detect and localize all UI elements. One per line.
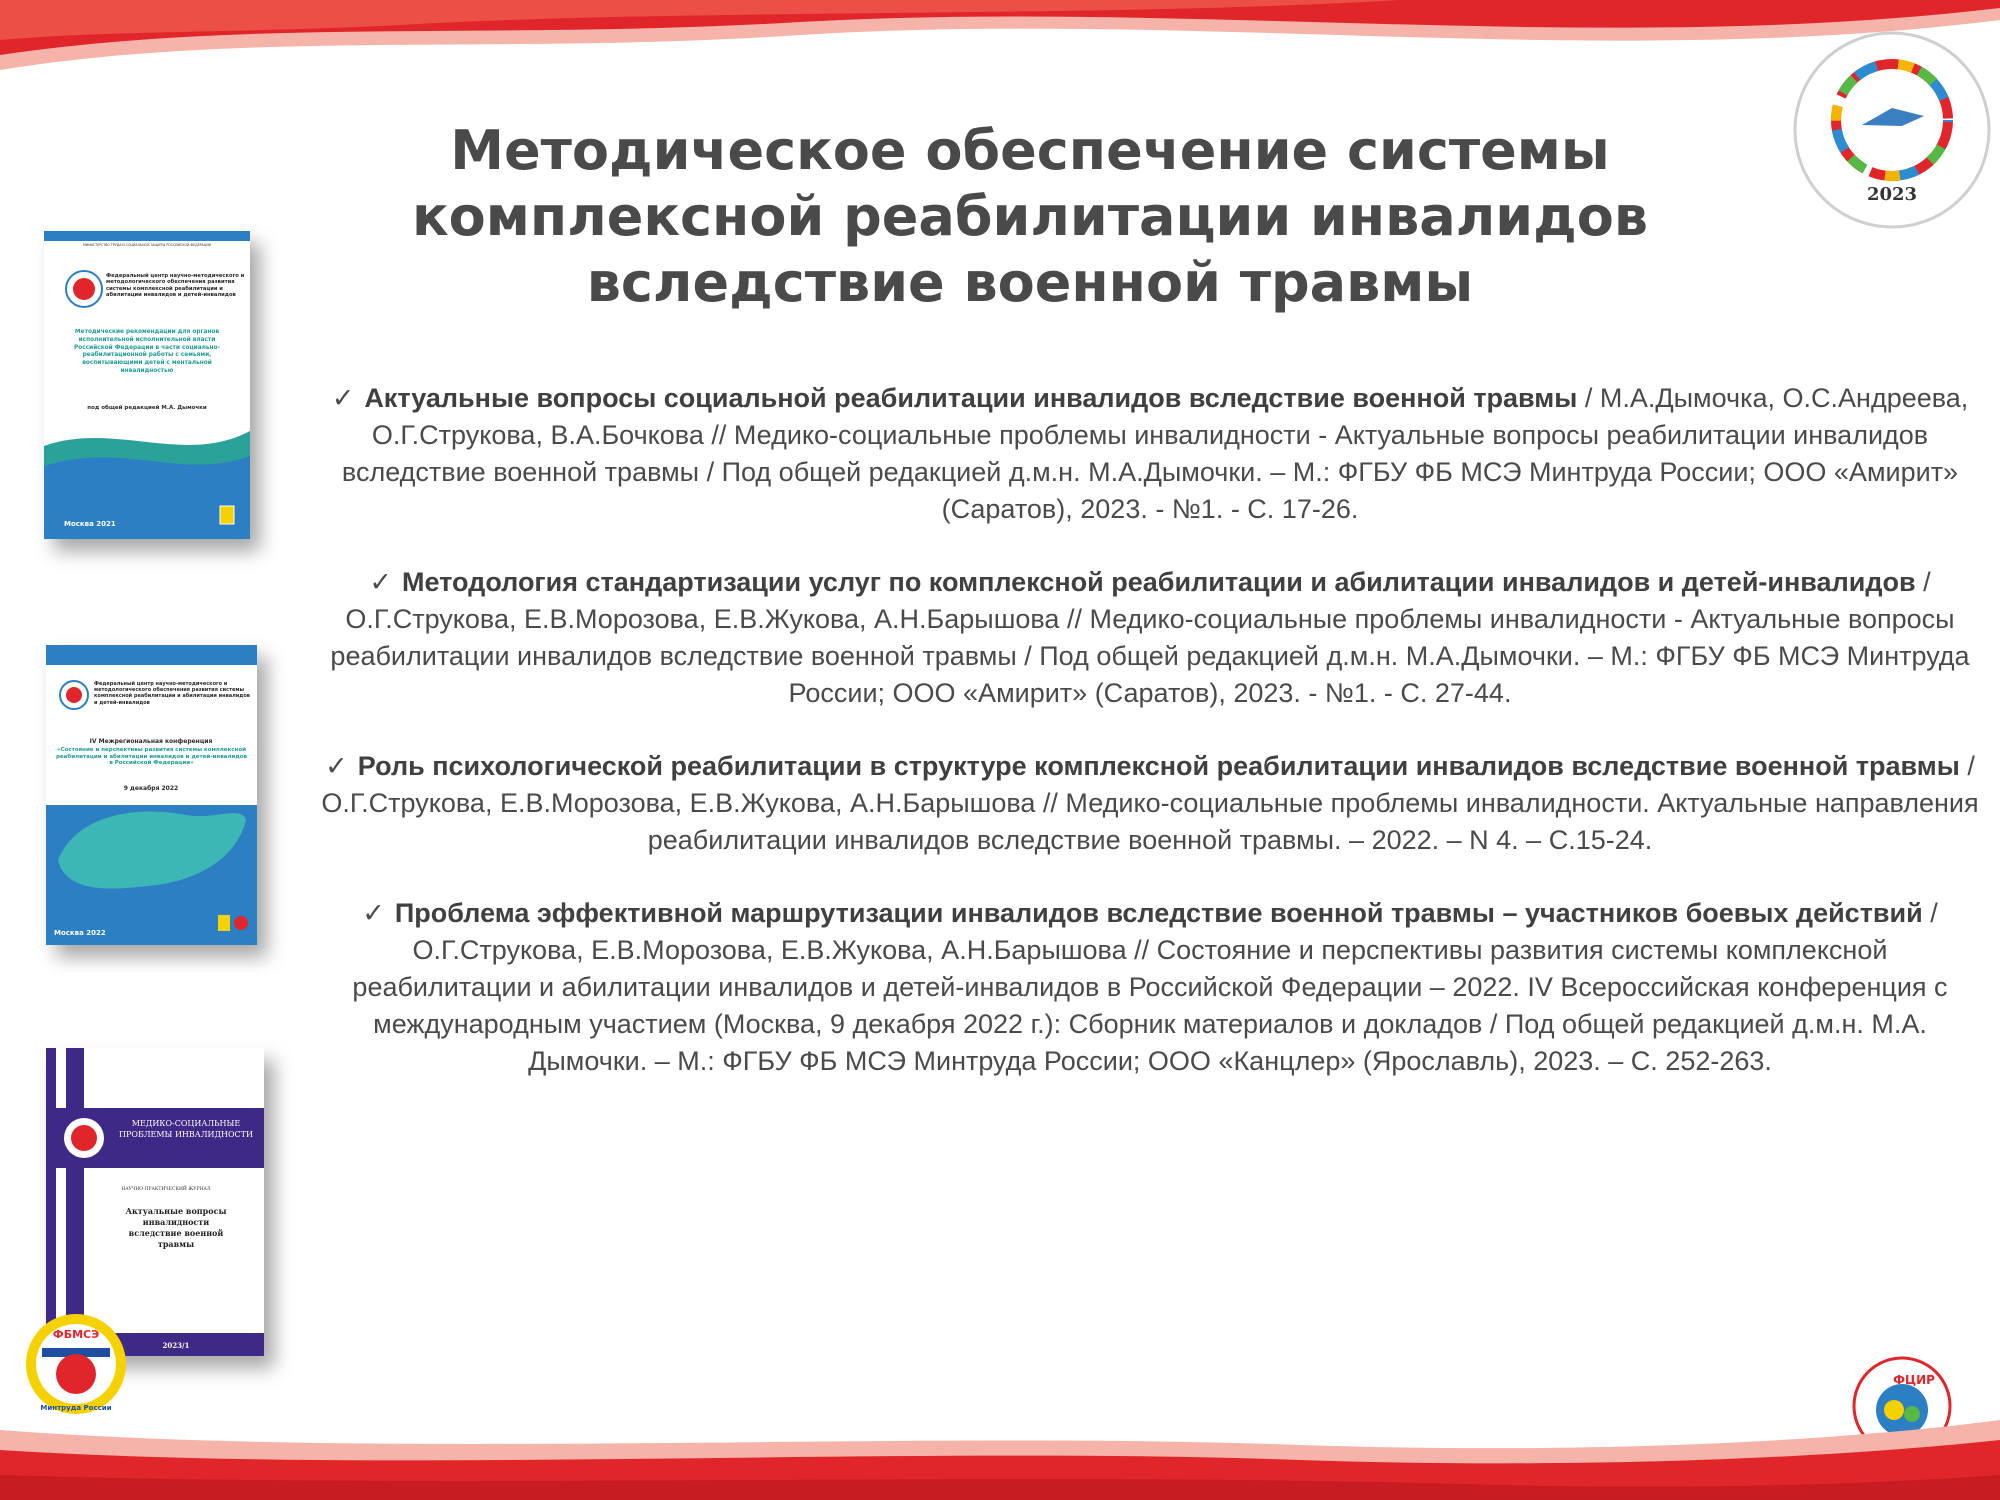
reference-details: / О.Г.Струкова, Е.В.Морозова, Е.В.Жукова, А.Н.Барышова // Медико-социальные проблемы инвалидности. Актуальные направления реабилитации инвалидов вследствие военной травмы. – 2022. – N 4. – С.15-24.: [321, 751, 1979, 855]
slide-title: [330, 118, 1730, 316]
book-cover-methodical-recommendations: МИНИСТЕРСТВО ТРУДА И СОЦИАЛЬНОЙ ЗАЩИТЫ РОССИЙСКОЙ ФЕДЕРАЦИИ Федеральный центр научно-методического и методологического обеспечения развития системы комплексной реабилитации и абилитации инвалидов и детей-инвалидов Методические рекомендации для органов исполнительной исполнительной власти Российской Федерации в части социально-реабилитационной работы с семьями, воспитывающими детей с ментальной инвалидностью под общей редакцией М.А. Дымочки Москва 2021: [44, 231, 250, 539]
svg-text:2023: 2023: [1866, 184, 1918, 205]
svg-text:Москва 2021: Москва 2021: [64, 520, 116, 528]
svg-text:Минтруда России: Минтруда России: [40, 1404, 112, 1412]
svg-text:IV Межрегиональная конференция: IV Межрегиональная конференция: [89, 738, 213, 745]
reference-details: / О.Г.Струкова, Е.В.Морозова, Е.В.Жукова, А.Н.Барышова // Медико-социальные проблемы инвалидности - Актуальные вопросы реабилитации инвалидов вследствие военной травмы / Под общей редакцией д.м.н. М.А.Дымочки. – М.: ФГБУ ФБ МСЭ Минтруда России; ООО «Амирит» (Саратов), 2023. - №1. - С. 27-44.: [330, 567, 1970, 708]
svg-text:НАУЧНО-ПРАКТИЧЕСКИЙ ЖУРНАЛ: НАУЧНО-ПРАКТИЧЕСКИЙ ЖУРНАЛ: [121, 1187, 211, 1192]
svg-text:Москва 2022: Москва 2022: [54, 929, 106, 937]
title-line-1: Методическое обеспечение системы: [450, 119, 1610, 182]
svg-text:МИНИСТЕРСТВО ТРУДА И СОЦИАЛЬНО: МИНИСТЕРСТВО ТРУДА И СОЦИАЛЬНОЙ ЗАЩИТЫ РОССИЙСКОЙ ФЕДЕРАЦИИ: [83, 243, 211, 247]
reference-title: Проблема эффективной маршрутизации инвалидов вследствие военной травмы – участников боевых действий: [394, 898, 1923, 928]
book-cover-conference-proceedings: Федеральный центр научно-методического и методологического обеспечения развития системы комплексной реабилитации и абилитации инвалидов и детей-инвалидов IV Межрегиональная конференция «Состояние и перспективы развития системы комплексной реабилитации и абилитации инвалидов и детей-инвалидов в Российской Федерации» 9 декабря 2022 Москва 2022: [46, 645, 257, 945]
svg-text:9 декабря 2022: 9 декабря 2022: [123, 785, 179, 792]
bottom-wave-decoration: [0, 1390, 2000, 1500]
checkmark-icon: ✓: [325, 751, 348, 781]
reference-item-1: [320, 380, 1980, 528]
top-wave-decoration: [0, 0, 2000, 120]
checkmark-icon: ✓: [369, 567, 393, 597]
checkmark-icon: ✓: [331, 383, 355, 413]
reference-title: Роль психологической реабилитации в структуре комплексной реабилитации инвалидов вследствие военной травмы: [357, 751, 1960, 781]
svg-text:ФБМСЭ: ФБМСЭ: [52, 1328, 100, 1341]
svg-text:ФЦИР: ФЦИР: [1893, 1373, 1935, 1387]
reference-item-4: [320, 895, 1980, 1080]
checkmark-icon: ✓: [362, 898, 385, 928]
journal-cover: МЕДИКО-СОЦИАЛЬНЫЕ ПРОБЛЕМЫ ИНВАЛИДНОСТИ НАУЧНО-ПРАКТИЧЕСКИЙ ЖУРНАЛ Актуальные вопросы инвалидности вследствие военной травмы 2023/1: [46, 1048, 264, 1356]
references-list: [320, 380, 1980, 1116]
reference-item-3: [320, 748, 1980, 859]
svg-text:под общей редакцией М.А. Дымоч: под общей редакцией М.А. Дымочки: [87, 405, 207, 411]
reference-title: Методология стандартизации услуг по комплексной реабилитации и абилитации инвалидов и детей-инвалидов: [402, 567, 1916, 597]
reference-item-2: [320, 564, 1980, 712]
title-line-3: вследствие военной травмы: [586, 251, 1474, 314]
conference-logo-icon: [1792, 30, 1992, 230]
svg-text:2023/1: 2023/1: [162, 1341, 190, 1350]
reference-title: Актуальные вопросы социальной реабилитации инвалидов вследствие военной травмы: [364, 383, 1578, 413]
title-line-2: комплексной реабилитации инвалидов: [412, 185, 1648, 248]
reference-details: / О.Г.Струкова, Е.В.Морозова, Е.В.Жукова, А.Н.Барышова // Состояние и перспективы развития системы комплексной реабилитации и абилитации инвалидов и детей-инвалидов в Российской Федерации – 2022. IV Всероссийская конференция с международным участием (Москва, 9 декабря 2022 г.): Сборник материалов и докладов / Под общей редакцией д.м.н. М.А. Дымочки. – М.: ФГБУ ФБ МСЭ Минтруда России; ООО «Канцлер» (Ярославль), 2023. – С. 252-263.: [352, 898, 1948, 1076]
reference-details: / М.А.Дымочка, О.С.Андреева, О.Г.Струкова, В.А.Бочкова // Медико-социальные проблемы инвалидности - Актуальные вопросы реабилитации инвалидов вследствие военной травмы / Под общей редакцией д.м.н. М.А.Дымочки. – М.: ФГБУ ФБ МСЭ Минтруда России; ООО «Амирит» (Саратов), 2023. - №1. - С. 17-26.: [341, 383, 1969, 524]
